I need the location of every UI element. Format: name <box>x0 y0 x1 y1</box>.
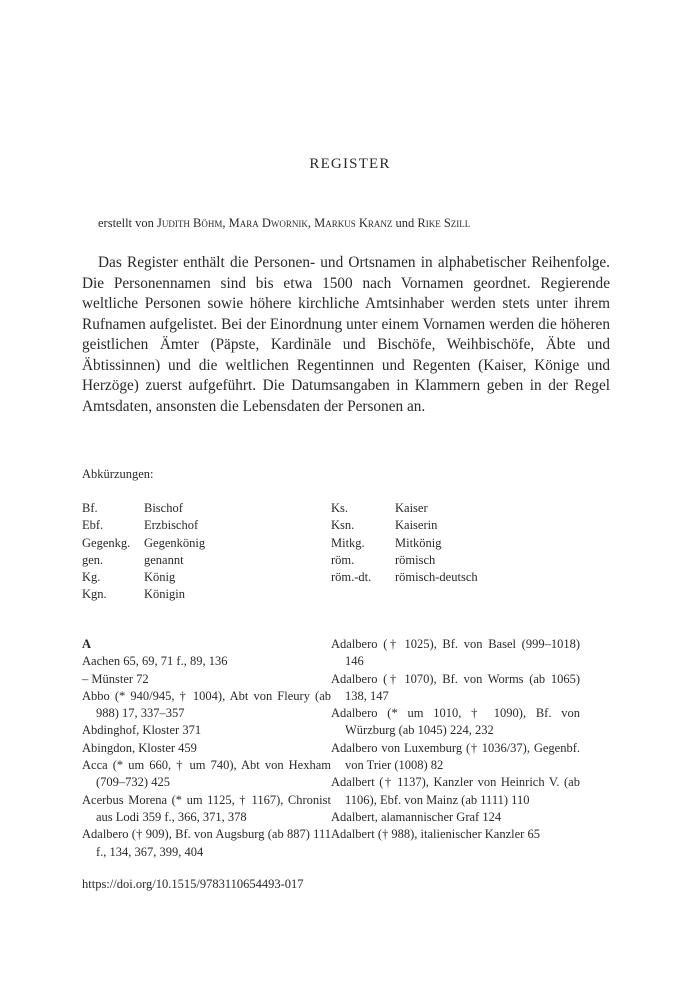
abbreviation-term: Bf. <box>82 501 98 515</box>
register-entry: Abingdon, Kloster 459 <box>82 740 197 755</box>
abbreviation-meaning: Kaiserin <box>395 518 438 533</box>
abbreviation-row <box>82 500 205 517</box>
register-entry: Aachen 65, 69, 71 f., 89, 136 <box>82 654 228 669</box>
abbreviation-meaning: römisch-deutsch <box>395 570 478 585</box>
abbreviation-row <box>331 535 478 552</box>
abbreviation-term: Gegenkg. <box>82 535 131 550</box>
credits-prefix: erstellt von <box>98 216 154 230</box>
credits-conjunction: und <box>395 216 415 230</box>
abbreviation-meaning: Bischof <box>144 501 183 515</box>
register-entry: Adalbero († 1070), Bf. von Worms (ab 1065) 138, 147 <box>331 671 580 703</box>
register-entry: Acca (* um 660, † um 740), Abt von Hexham (709–732) 425 <box>82 758 331 790</box>
register-entry: Abdinghof, Kloster 371 <box>82 723 202 738</box>
abbreviation-term: Ebf. <box>82 518 104 533</box>
register-entry: Adalbert, alamannischer Graf 124 <box>331 809 502 824</box>
register-entry: Abbo (* 940/945, † 1004), Abt von Fleury (ab 988) 17, 337–357 <box>82 688 331 721</box>
register-entry: Adalbert († 988), italienischer Kanzler 65 <box>331 827 540 842</box>
abbreviations-list-right <box>331 500 478 586</box>
abbreviation-row <box>331 517 478 534</box>
abbreviation-term: röm.-dt. <box>331 570 372 585</box>
abbreviation-row <box>331 569 478 586</box>
abbreviations-list-left <box>82 500 205 604</box>
abbreviation-row <box>82 569 205 586</box>
abbreviation-term: Mitkg. <box>331 535 365 550</box>
register-entry: Adalbert († 1137), Kanzler von Heinrich V. (ab 1106), Ebf. von Mainz (ab 1111) 110 <box>331 775 580 807</box>
abbreviation-meaning: König <box>144 570 176 585</box>
register-column-right <box>331 636 580 844</box>
abbreviation-row <box>82 586 205 603</box>
abbreviation-term: röm. <box>331 552 355 567</box>
abbreviation-row <box>82 535 205 552</box>
register-entry: Adalbero († 1025), Bf. von Basel (999–1018) 146 <box>331 637 580 669</box>
abbreviation-meaning: römisch <box>395 552 436 567</box>
author-name: Judith Böhm <box>157 216 223 230</box>
abbreviation-term: Kgn. <box>82 587 107 602</box>
register-entry: Adalbero († 909), Bf. von Augsburg (ab 887) 111 f., 134, 367, 399, 404 <box>82 827 331 859</box>
intro-paragraph <box>82 253 610 417</box>
abbreviation-row <box>82 552 205 569</box>
section-letter: A <box>82 637 92 651</box>
abbreviation-term: Kg. <box>82 570 101 585</box>
abbreviations-heading: Abkürzungen: <box>82 467 154 481</box>
abbreviation-row <box>82 517 205 534</box>
register-entry: Adalbero von Luxemburg († 1036/37), Gegenbf. von Trier (1008) 82 <box>331 740 580 773</box>
intro-text: Das Register enthält die Personen- und Ortsnamen in alphabetischer Reihenfolge. Die Personennamen sind bis etwa 1500 nach Vornamen geordnet. Regierende weltliche Personen sowie höhere kirchliche Amtsinhaber werden stets unter ihrem Rufnamen aufgelistet. Bei der Einordnung unter einem Vornamen werden die höheren geistlichen Ämter (Päpste, Kardinäle und Bischöfe, Weihbischöfe, Äbte und Äbtissinnen) und die weltlichen Regentinnen und Regenten (Kaiser, Könige und Herzöge) zuerst aufgeführt. Die Datumsangaben in Klammern geben in der Regel Amtsdaten, ansonsten die Lebensdaten der Personen an. <box>82 254 610 415</box>
register-entry: Acerbus Morena (* um 1125, † 1167), Chronist aus Lodi 359 f., 366, 371, 378 <box>82 792 331 824</box>
abbreviation-term: gen. <box>82 552 104 567</box>
abbreviation-term: Ks. <box>331 501 349 515</box>
abbreviation-meaning: Mitkönig <box>395 535 442 550</box>
register-column-left <box>82 636 331 861</box>
author-name: Markus Kranz <box>314 216 393 230</box>
abbreviation-row <box>331 552 478 569</box>
author-name: Mara Dwornik <box>228 216 308 230</box>
author-name: Rike Szill <box>417 216 471 230</box>
abbreviation-term: Ksn. <box>331 518 355 533</box>
register-entry: – Münster 72 <box>82 671 149 686</box>
abbreviation-meaning: Erzbischof <box>144 518 199 533</box>
abbreviation-row <box>331 500 478 517</box>
page-title: REGISTER <box>309 156 391 172</box>
abbreviation-meaning: Königin <box>144 587 185 602</box>
credits-separator: , <box>307 216 311 230</box>
abbreviation-meaning: Kaiser <box>395 501 428 515</box>
credits-separator: , <box>222 216 226 230</box>
register-entry: Adalbero (* um 1010, † 1090), Bf. von Würzburg (ab 1045) 224, 232 <box>331 706 580 738</box>
credits-line <box>98 216 470 231</box>
abbreviation-meaning: genannt <box>144 552 184 567</box>
doi-link[interactable]: https://doi.org/10.1515/9783110654493-017 <box>82 877 304 891</box>
abbreviation-meaning: Gegenkönig <box>144 535 206 550</box>
